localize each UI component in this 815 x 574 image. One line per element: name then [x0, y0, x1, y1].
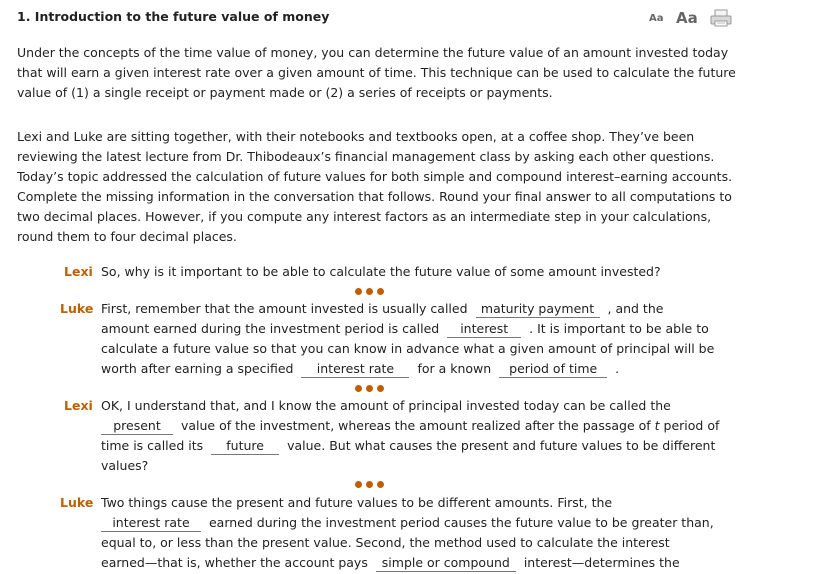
dialogue-line — [101, 553, 680, 573]
dialogue-text: worth after earning a specified — [101, 361, 294, 376]
font-size-large-button[interactable]: Aa — [676, 9, 698, 27]
dialogue-text: value. But what causes the present and future values to be different — [287, 438, 716, 453]
dialogue-text: First, remember that the amount invested is usually called — [101, 301, 468, 316]
dialogue-text: . — [615, 361, 620, 376]
dialogue-line — [101, 319, 709, 339]
dialogue-line — [101, 359, 619, 379]
dot — [366, 385, 373, 392]
dialogue-text: So, why is it important to be able to calculate the future value of some amount invested? — [101, 264, 661, 279]
speaker-luke: Luke — [60, 301, 94, 316]
answer-dropdown[interactable]: period of time — [499, 361, 607, 378]
speaker-luke: Luke — [60, 495, 94, 510]
dot — [355, 385, 362, 392]
dialogue-text: amount earned during the investment period is called — [101, 321, 440, 336]
dialogue-text: for a known — [417, 361, 492, 376]
dialogue-line — [101, 416, 719, 436]
dialogue-separator — [355, 288, 395, 296]
dialogue-text: , and the — [607, 301, 664, 316]
dialogue-text: Two things cause the present and future values to be different amounts. First, the — [101, 495, 613, 510]
printer-icon[interactable] — [710, 9, 732, 27]
dot — [377, 481, 384, 488]
dot — [377, 288, 384, 295]
answer-dropdown[interactable]: future — [211, 438, 279, 455]
dot — [366, 288, 373, 295]
dialogue-text: period of — [663, 418, 720, 433]
dot — [377, 385, 384, 392]
answer-dropdown[interactable]: maturity payment — [476, 301, 600, 318]
dialogue-text: OK, I understand that, and I know the amount of principal invested today can be called the — [101, 398, 671, 413]
dialogue-text: values? — [101, 458, 149, 473]
answer-dropdown[interactable]: interest — [447, 321, 521, 338]
dialogue-line — [101, 299, 663, 319]
dialogue-text: interest—determines the — [523, 555, 680, 570]
dialogue-text: earned—that is, whether the account pays — [101, 555, 368, 570]
speaker-lexi: Lexi — [64, 398, 93, 413]
answer-dropdown[interactable]: interest rate — [301, 361, 409, 378]
dialogue-text: . It is important to be able to — [529, 321, 709, 336]
dot — [355, 481, 362, 488]
dot — [355, 288, 362, 295]
dot — [366, 481, 373, 488]
scenario-paragraph: Lexi and Luke are sitting together, with their notebooks and textbooks open, at a coffee shop. They’ve been reviewing the latest lecture from Dr. Thibodeaux’s financial management class by asking each other questions. Today’s topic addressed the calculation of future values for both simple and compound interest–earning accounts. Complete the missing information in the conversation that follows. Round your final answer to all computations to two decimal places. However, if you compute any interest factors as an intermediate step in your calculations, round them to four decimal places. — [17, 129, 733, 244]
dialogue-line — [101, 436, 715, 456]
dialogue-text: value of the investment, whereas the amount realized after the passage of — [180, 418, 651, 433]
dialogue-text: earned during the investment period causes the future value to be greater than, — [208, 515, 714, 530]
answer-dropdown[interactable]: interest rate — [101, 515, 201, 532]
dialogue-separator — [355, 385, 395, 393]
dialogue-text: calculate a future value so that you can know in advance what a given amount of principal will be — [101, 341, 715, 356]
dialogue-line — [101, 513, 714, 533]
speaker-lexi: Lexi — [64, 264, 93, 279]
dialogue-text: equal to, or less than the present value. Second, the method used to calculate the interest — [101, 535, 670, 550]
question-title: 1. Introduction to the future value of money — [17, 9, 330, 24]
font-size-small-button[interactable]: Aa — [649, 13, 664, 24]
answer-dropdown[interactable]: present — [101, 418, 173, 435]
dialogue-separator — [355, 481, 395, 489]
intro-paragraph: Under the concepts of the time value of money, you can determine the future value of an amount invested today that will earn a given interest rate over a given amount of time. This technique can be used to calculate the future value of (1) a single receipt or payment made or (2) a series of receipts or payments. — [17, 45, 736, 100]
dialogue-text: time is called its — [101, 438, 204, 453]
answer-dropdown[interactable]: simple or compound — [376, 555, 516, 572]
variable-t: t — [654, 418, 660, 433]
